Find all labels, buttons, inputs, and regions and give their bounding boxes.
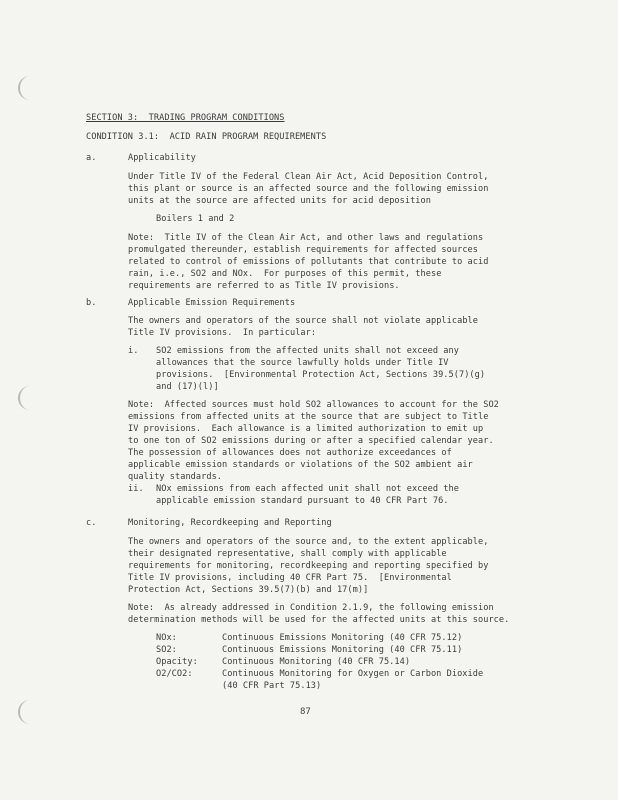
- b-note-line: The possession of allowances does not authorize exceedances of: [128, 448, 452, 458]
- binding-hole-mark: [18, 386, 34, 410]
- b-note-line: Note: Affected sources must hold SO2 allowances to account for the SO2: [128, 400, 499, 410]
- b-ii-line: applicable emission standard pursuant to 40 CFR Part 76.: [156, 496, 449, 506]
- method-pollutant: NOx:: [156, 633, 177, 643]
- b-note-line: applicable emission standards or violations of the SO2 ambient air: [128, 460, 473, 470]
- method-pollutant: O2/CO2:: [156, 669, 193, 679]
- a-note-line: related to control of emissions of pollutants that contribute to acid: [128, 257, 489, 267]
- b-i-line: allowances that the source lawfully holds under Title IV: [156, 358, 449, 368]
- page-number: 87: [300, 707, 311, 717]
- a-note-line: Note: Title IV of the Clean Air Act, and other laws and regulations: [128, 233, 484, 243]
- c-para-line: Title IV provisions, including 40 CFR Part 75. [Environmental: [128, 573, 452, 583]
- method-description: Continuous Emissions Monitoring (40 CFR 75.11): [222, 645, 463, 655]
- condition-heading: CONDITION 3.1: ACID RAIN PROGRAM REQUIREMENTS: [86, 132, 327, 142]
- c-note-line: Note: As already addressed in Condition 2.1.9, the following emission: [128, 603, 494, 613]
- a-note-line: requirements are referred to as Title IV provisions.: [128, 281, 400, 291]
- c-para-line: requirements for monitoring, recordkeeping and reporting specified by: [128, 561, 489, 571]
- item-b-label: b.: [86, 298, 97, 308]
- c-note-line: determination methods will be used for the affected units at this source.: [128, 615, 510, 625]
- a-para-line: Under Title IV of the Federal Clean Air Act, Acid Deposition Control,: [128, 172, 489, 182]
- c-para-line: The owners and operators of the source and, to the extent applicable,: [128, 537, 489, 547]
- item-b-title: Applicable Emission Requirements: [128, 298, 296, 308]
- binding-hole-mark: [18, 700, 34, 724]
- c-para-line: their designated representative, shall comply with applicable: [128, 549, 447, 559]
- item-a-label: a.: [86, 153, 97, 163]
- method-description: Continuous Monitoring (40 CFR 75.14): [222, 657, 411, 667]
- b-para-line: Title IV provisions. In particular:: [128, 328, 317, 338]
- item-a-title: Applicability: [128, 153, 196, 163]
- b-note-line: emissions from affected units at the source that are subject to Title: [128, 412, 489, 422]
- item-c-label: c.: [86, 518, 97, 528]
- method-description: Continuous Emissions Monitoring (40 CFR 75.12): [222, 633, 463, 643]
- affected-units: Boilers 1 and 2: [156, 214, 235, 224]
- method-pollutant: SO2:: [156, 645, 177, 655]
- method-description: Continuous Monitoring for Oxygen or Carbon Dioxide: [222, 669, 484, 679]
- b-i-line: and (17)(l)]: [156, 382, 219, 392]
- binding-hole-mark: [18, 76, 34, 100]
- b-note-line: quality standards.: [128, 472, 223, 482]
- a-note-line: rain, i.e., SO2 and NOx. For purposes of this permit, these: [128, 269, 442, 279]
- b-note-line: IV provisions. Each allowance is a limited authorization to emit up: [128, 424, 484, 434]
- b-ii-label: ii.: [128, 484, 144, 494]
- method-continuation: (40 CFR Part 75.13): [222, 681, 322, 691]
- b-note-line: to one ton of SO2 emissions during or after a specified calendar year.: [128, 436, 494, 446]
- item-c-title: Monitoring, Recordkeeping and Reporting: [128, 518, 332, 528]
- b-ii-line: NOx emissions from each affected unit shall not exceed the: [156, 484, 459, 494]
- section-heading: SECTION 3: TRADING PROGRAM CONDITIONS: [86, 113, 285, 123]
- b-i-line: SO2 emissions from the affected units shall not exceed any: [156, 346, 459, 356]
- c-para-line: Protection Act, Sections 39.5(7)(b) and 17(m)]: [128, 585, 369, 595]
- method-pollutant: Opacity:: [156, 657, 198, 667]
- b-i-line: provisions. [Environmental Protection Act, Sections 39.5(7)(g): [156, 370, 486, 380]
- b-i-label: i.: [128, 346, 139, 356]
- a-para-line: units at the source are affected units for acid deposition: [128, 196, 431, 206]
- a-note-line: promulgated thereunder, establish requirements for affected sources: [128, 245, 478, 255]
- a-para-line: this plant or source is an affected source and the following emission: [128, 184, 489, 194]
- b-para-line: The owners and operators of the source shall not violate applicable: [128, 316, 478, 326]
